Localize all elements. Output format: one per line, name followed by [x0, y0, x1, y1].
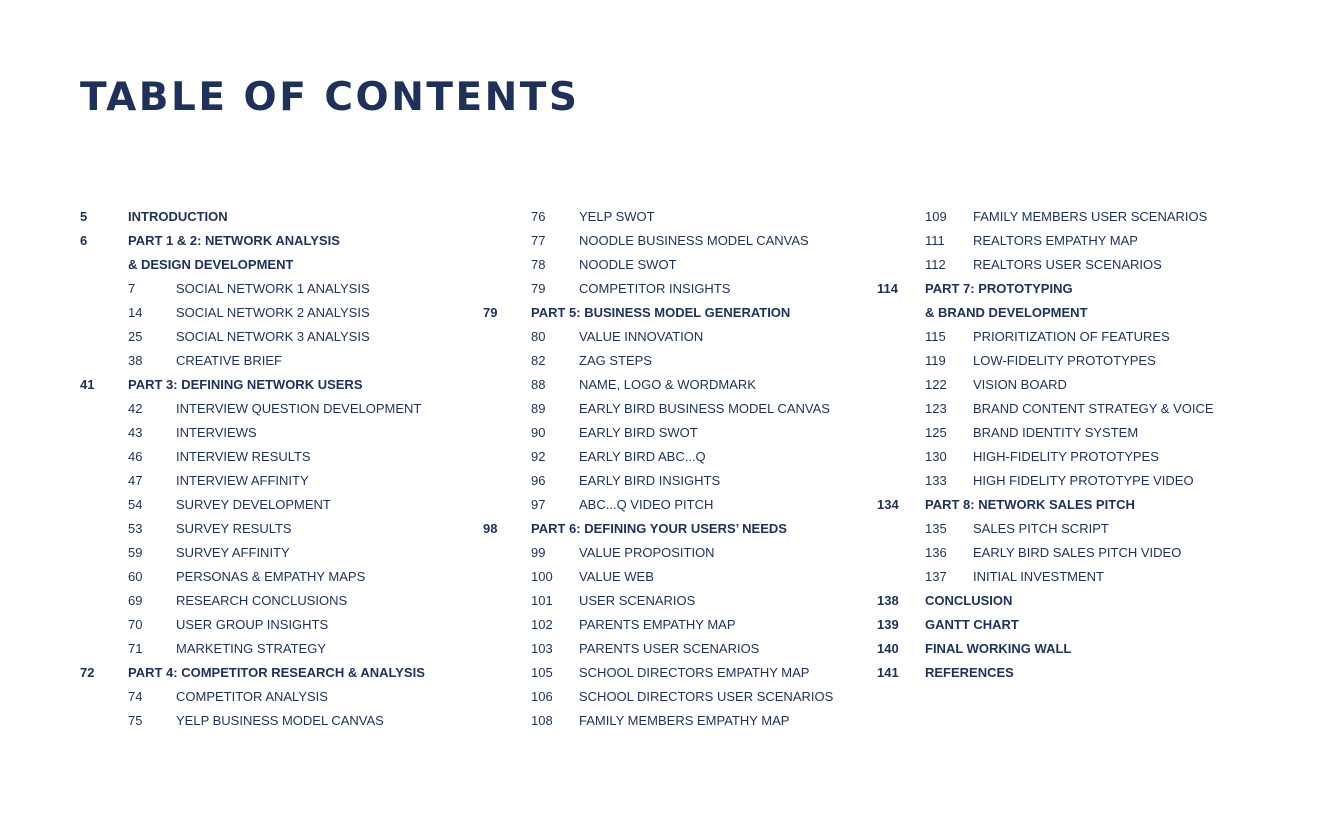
toc-subsection-entry — [877, 397, 1297, 421]
toc-subsection-entry — [80, 421, 460, 445]
toc-entry-title: SOCIAL NETWORK 2 ANALYSIS — [176, 305, 370, 320]
toc-page-number: 90 — [531, 425, 546, 440]
toc-page-number: 54 — [128, 497, 143, 512]
toc-page-number: 111 — [925, 233, 945, 248]
toc-entry-title: LOW-FIDELITY PROTOTYPES — [973, 353, 1156, 368]
toc-entry-title: EARLY BIRD BUSINESS MODEL CANVAS — [579, 401, 830, 416]
toc-subsection-entry — [877, 373, 1297, 397]
toc-page-number: 74 — [128, 689, 143, 704]
toc-section-entry — [877, 493, 1297, 517]
toc-entry-title: NAME, LOGO & WORDMARK — [579, 377, 756, 392]
toc-section-entry — [80, 661, 460, 685]
toc-subsection-entry — [877, 229, 1297, 253]
toc-subsection-entry — [483, 277, 863, 301]
toc-entry-title: FAMILY MEMBERS USER SCENARIOS — [973, 209, 1208, 224]
toc-entry-title: SOCIAL NETWORK 1 ANALYSIS — [176, 281, 370, 296]
toc-page-number: 100 — [531, 569, 553, 584]
toc-section-entry — [877, 589, 1297, 613]
toc-subsection-entry — [80, 637, 460, 661]
toc-entry-title: EARLY BIRD INSIGHTS — [579, 473, 721, 488]
toc-section-entry — [877, 301, 1297, 325]
toc-subsection-entry — [877, 253, 1297, 277]
toc-page-number: 79 — [531, 281, 546, 296]
toc-entry-title: REALTORS EMPATHY MAP — [973, 233, 1138, 248]
toc-section-entry — [80, 205, 460, 229]
toc-page-number: 41 — [80, 377, 95, 392]
toc-subsection-entry — [80, 469, 460, 493]
toc-page-number: 141 — [877, 665, 899, 680]
toc-subsection-entry — [80, 349, 460, 373]
toc-entry-title: YELP SWOT — [579, 209, 655, 224]
toc-subsection-entry — [80, 709, 460, 733]
toc-subsection-entry — [80, 685, 460, 709]
toc-entry-title: PART 6: DEFINING YOUR USERS’ NEEDS — [531, 521, 787, 536]
toc-entry-title: CREATIVE BRIEF — [176, 353, 282, 368]
toc-entry-title: RESEARCH CONCLUSIONS — [176, 593, 348, 608]
toc-entry-title: REALTORS USER SCENARIOS — [973, 257, 1162, 272]
toc-entry-title: GANTT CHART — [925, 617, 1019, 632]
toc-entry-title: BRAND CONTENT STRATEGY & VOICE — [973, 401, 1214, 416]
toc-entry-title: VALUE WEB — [579, 569, 654, 584]
toc-entry-title: PERSONAS & EMPATHY MAPS — [176, 569, 366, 584]
toc-page-number: 102 — [531, 617, 553, 632]
toc-entry-title: MARKETING STRATEGY — [176, 641, 326, 656]
toc-subsection-entry — [483, 637, 863, 661]
toc-page-number: 7 — [128, 281, 136, 296]
toc-section-entry — [483, 301, 863, 325]
toc-page-number: 119 — [925, 353, 946, 368]
toc-page-number: 92 — [531, 449, 546, 464]
toc-entry-title: COMPETITOR INSIGHTS — [579, 281, 731, 296]
toc-page-number: 14 — [128, 305, 143, 320]
toc-page-number: 46 — [128, 449, 143, 464]
toc-entry-title: INTRODUCTION — [128, 209, 228, 224]
toc-entry-title: NOODLE BUSINESS MODEL CANVAS — [579, 233, 809, 248]
toc-page-number: 99 — [531, 545, 546, 560]
toc-page-number: 47 — [128, 473, 143, 488]
toc-column-1 — [80, 205, 460, 733]
toc-page-number: 112 — [925, 257, 946, 272]
toc-subsection-entry — [483, 397, 863, 421]
toc-subsection-entry — [80, 277, 460, 301]
toc-subsection-entry — [877, 349, 1297, 373]
toc-page-number: 80 — [531, 329, 546, 344]
toc-subsection-entry — [483, 589, 863, 613]
toc-page-number: 70 — [128, 617, 143, 632]
toc-entry-title: SCHOOL DIRECTORS USER SCENARIOS — [579, 689, 834, 704]
toc-subsection-entry — [483, 613, 863, 637]
toc-entry-title: INTERVIEW RESULTS — [176, 449, 311, 464]
toc-entry-title: PRIORITIZATION OF FEATURES — [973, 329, 1170, 344]
toc-subsection-entry — [483, 349, 863, 373]
toc-page-number: 77 — [531, 233, 546, 248]
toc-subsection-entry — [877, 445, 1297, 469]
toc-page-number: 133 — [925, 473, 947, 488]
toc-entry-title: EARLY BIRD SALES PITCH VIDEO — [973, 545, 1182, 560]
toc-entry-title: SOCIAL NETWORK 3 ANALYSIS — [176, 329, 370, 344]
toc-entry-title: REFERENCES — [925, 665, 1014, 680]
toc-page-number: 69 — [128, 593, 143, 608]
toc-page-number: 71 — [128, 641, 143, 656]
toc-entry-title: FAMILY MEMBERS EMPATHY MAP — [579, 713, 790, 728]
toc-subsection-entry — [80, 397, 460, 421]
toc-entry-title: VALUE PROPOSITION — [579, 545, 715, 560]
toc-page-number: 109 — [925, 209, 947, 224]
toc-entry-title: PART 8: NETWORK SALES PITCH — [925, 497, 1135, 512]
toc-entry-title: COMPETITOR ANALYSIS — [176, 689, 328, 704]
toc-subsection-entry — [483, 373, 863, 397]
toc-page-number: 115 — [925, 329, 946, 344]
toc-page-number: 5 — [80, 209, 88, 224]
toc-entry-title: ABC...Q VIDEO PITCH — [579, 497, 714, 512]
toc-page-number: 105 — [531, 665, 553, 680]
toc-section-entry — [877, 661, 1297, 685]
toc-entry-title: EARLY BIRD SWOT — [579, 425, 698, 440]
toc-section-entry — [483, 517, 863, 541]
toc-subsection-entry — [483, 253, 863, 277]
toc-subsection-entry — [80, 493, 460, 517]
toc-entry-title: VISION BOARD — [973, 377, 1067, 392]
toc-entry-title: FINAL WORKING WALL — [925, 641, 1072, 656]
toc-page-number: 138 — [877, 593, 899, 608]
toc-page-number: 108 — [531, 713, 553, 728]
toc-page-number: 135 — [925, 521, 947, 536]
toc-entry-title: EARLY BIRD ABC...Q — [579, 449, 706, 464]
toc-subsection-entry — [877, 469, 1297, 493]
toc-page-number: 60 — [128, 569, 143, 584]
toc-entry-title: USER GROUP INSIGHTS — [176, 617, 329, 632]
toc-subsection-entry — [483, 565, 863, 589]
toc-page-number: 134 — [877, 497, 899, 512]
toc-page-number: 42 — [128, 401, 143, 416]
toc-subsection-entry — [80, 517, 460, 541]
toc-entry-title: PARENTS USER SCENARIOS — [579, 641, 760, 656]
toc-page-number: 79 — [483, 305, 498, 320]
toc-page-number: 140 — [877, 641, 899, 656]
toc-page-number: 139 — [877, 617, 899, 632]
toc-subsection-entry — [877, 541, 1297, 565]
toc-subsection-entry — [80, 589, 460, 613]
toc-subsection-entry — [483, 325, 863, 349]
toc-page-number: 101 — [531, 593, 553, 608]
toc-entry-title: SALES PITCH SCRIPT — [973, 521, 1109, 536]
toc-page-number: 123 — [925, 401, 947, 416]
toc-section-entry — [877, 277, 1297, 301]
toc-page-number: 25 — [128, 329, 143, 344]
toc-entry-title: PART 4: COMPETITOR RESEARCH & ANALYSIS — [128, 665, 425, 680]
toc-entry-title: YELP BUSINESS MODEL CANVAS — [176, 713, 384, 728]
toc-subsection-entry — [877, 421, 1297, 445]
toc-page-number: 72 — [80, 665, 95, 680]
toc-entry-title: PART 7: PROTOTYPING — [925, 281, 1073, 296]
toc-section-entry — [80, 253, 460, 277]
toc-subsection-entry — [80, 301, 460, 325]
toc-entry-title: ZAG STEPS — [579, 353, 652, 368]
toc-subsection-entry — [483, 445, 863, 469]
toc-page-number: 98 — [483, 521, 498, 536]
toc-column-2 — [483, 205, 863, 733]
toc-page-number: 130 — [925, 449, 947, 464]
toc-entry-title: SURVEY AFFINITY — [176, 545, 290, 560]
toc-subsection-entry — [877, 325, 1297, 349]
toc-section-entry — [80, 373, 460, 397]
toc-page-number: 53 — [128, 521, 143, 536]
page-title: TABLE OF CONTENTS — [80, 75, 580, 120]
toc-section-entry — [877, 613, 1297, 637]
toc-entry-title: PART 3: DEFINING NETWORK USERS — [128, 377, 363, 392]
toc-page-number: 125 — [925, 425, 947, 440]
toc-page-number: 89 — [531, 401, 546, 416]
toc-entry-title: INTERVIEWS — [176, 425, 257, 440]
toc-entry-title: HIGH FIDELITY PROTOTYPE VIDEO — [973, 473, 1194, 488]
toc-entry-title: SURVEY RESULTS — [176, 521, 292, 536]
toc-subsection-entry — [483, 229, 863, 253]
toc-subsection-entry — [80, 565, 460, 589]
toc-entry-title: SURVEY DEVELOPMENT — [176, 497, 331, 512]
toc-subsection-entry — [483, 709, 863, 733]
toc-entry-title: PART 1 & 2: NETWORK ANALYSIS — [128, 233, 340, 248]
toc-entry-title: INTERVIEW QUESTION DEVELOPMENT — [176, 401, 422, 416]
toc-page-number: 38 — [128, 353, 143, 368]
toc-entry-title: INITIAL INVESTMENT — [973, 569, 1104, 584]
toc-page-number: 137 — [925, 569, 947, 584]
toc-subsection-entry — [483, 493, 863, 517]
toc-entry-title: INTERVIEW AFFINITY — [176, 473, 309, 488]
toc-subsection-entry — [483, 469, 863, 493]
toc-entry-title: CONCLUSION — [925, 593, 1013, 608]
toc-subsection-entry — [80, 325, 460, 349]
toc-entry-title: HIGH-FIDELITY PROTOTYPES — [973, 449, 1159, 464]
toc-entry-title: & DESIGN DEVELOPMENT — [128, 257, 294, 272]
toc-subsection-entry — [483, 541, 863, 565]
toc-subsection-entry — [877, 517, 1297, 541]
toc-entry-title: PART 5: BUSINESS MODEL GENERATION — [531, 305, 791, 320]
toc-entry-title: USER SCENARIOS — [579, 593, 696, 608]
toc-section-entry — [80, 229, 460, 253]
toc-section-entry — [877, 637, 1297, 661]
toc-page-number: 106 — [531, 689, 553, 704]
toc-subsection-entry — [483, 685, 863, 709]
toc-subsection-entry — [483, 421, 863, 445]
toc-page-number: 114 — [877, 281, 898, 296]
toc-entry-title: VALUE INNOVATION — [579, 329, 704, 344]
toc-page-number: 59 — [128, 545, 143, 560]
toc-subsection-entry — [80, 541, 460, 565]
toc-page-number: 96 — [531, 473, 546, 488]
toc-page-number: 82 — [531, 353, 546, 368]
toc-page-number: 75 — [128, 713, 143, 728]
toc-subsection-entry — [483, 661, 863, 685]
toc-subsection-entry — [877, 565, 1297, 589]
toc-entry-title: PARENTS EMPATHY MAP — [579, 617, 736, 632]
toc-entry-title: NOODLE SWOT — [579, 257, 677, 272]
toc-subsection-entry — [483, 205, 863, 229]
toc-page-number: 78 — [531, 257, 546, 272]
toc-subsection-entry — [80, 445, 460, 469]
toc-page-number: 76 — [531, 209, 546, 224]
toc-page-number: 43 — [128, 425, 143, 440]
toc-page-number: 88 — [531, 377, 546, 392]
toc-page-number: 122 — [925, 377, 947, 392]
toc-subsection-entry — [877, 205, 1297, 229]
toc-entry-title: & BRAND DEVELOPMENT — [925, 305, 1088, 320]
toc-page-number: 97 — [531, 497, 546, 512]
toc-subsection-entry — [80, 613, 460, 637]
toc-entry-title: SCHOOL DIRECTORS EMPATHY MAP — [579, 665, 810, 680]
toc-page-number: 6 — [80, 233, 88, 248]
toc-page-number: 103 — [531, 641, 553, 656]
toc-page-number: 136 — [925, 545, 947, 560]
toc-entry-title: BRAND IDENTITY SYSTEM — [973, 425, 1139, 440]
toc-column-3 — [877, 205, 1297, 685]
